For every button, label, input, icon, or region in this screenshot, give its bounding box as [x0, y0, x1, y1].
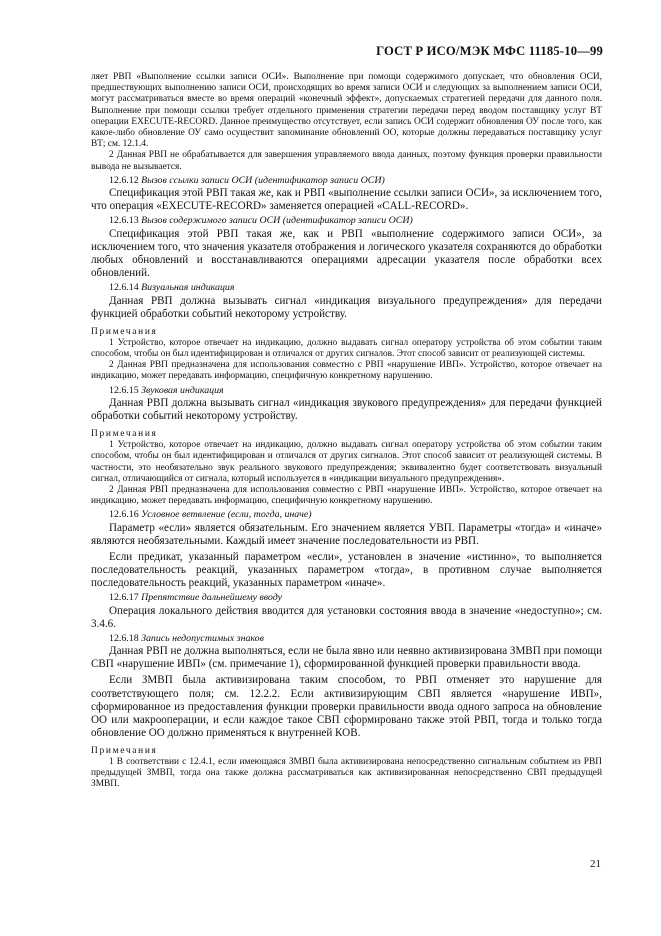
section-heading-12-6-13	[91, 215, 602, 227]
section-title: Препятствие дальнейшему вводу	[141, 592, 282, 604]
section-title: Вызов содержимого записи ОСИ (идентификатор записи ОСИ)	[141, 215, 413, 227]
section-number: 12.6.13	[109, 215, 139, 227]
paragraph: ляет РВП «Выполнение ссылки записи ОСИ». Выполнение при помощи содержимого допускает, что обновления ОСИ, предшествующих выполнению записи ОСИ, происходящих во время записи ОСИ и следующих за выполнением записи ОСИ, могут рассматриваться вместе во время операций «конечный эффект», допускаемых стратегией передачи для данного поля. Выполнение при помощи ссылки требует отдельного применения стратегии передачи перед вводом поставщику услуг ВТ операции EXECUTE-RECORD. Данное преимущество отсутствует, если запись ОСИ содержит обновления ОУ после того, как какое-либо обновление ОУ само осуществит запоминание обновлений ОО, которые должны передаваться поставщику услуг ВТ; см. 12.1.4.	[91, 72, 602, 150]
section-heading-12-6-15	[91, 385, 602, 397]
section-number: 12.6.16	[109, 509, 139, 521]
section-number: 12.6.18	[109, 632, 139, 644]
section-heading-12-6-12	[91, 175, 602, 187]
section-heading-12-6-17	[91, 592, 602, 604]
section-heading-12-6-14	[91, 282, 602, 294]
paragraph: Если ЗМВП была активизирована таким способом, то РВП отменяет это нарушение для соответствующего поля; см. 12.2.2. Если активизирующим СВП является «нарушение ИВП», сформированное из предоставления функции проверки правильности ввода одного запроса на обновление ОО или макрооперации, и если каждое такое СВП сформировано также этой РВП, тогда и только тогда обновление ОО должно применяться к внутренней КОВ.	[91, 674, 602, 739]
section-title: Вызов ссылки записи ОСИ (идентификатор записи ОСИ)	[141, 174, 385, 186]
notes-label: Примечания	[91, 745, 158, 756]
section-number: 12.6.14	[109, 282, 139, 294]
section-number: 12.6.17	[109, 592, 139, 604]
section-number: 12.6.15	[109, 384, 139, 396]
section-title: Визуальная индикация	[141, 282, 235, 294]
note-paragraph: 1 В соответствии с 12.4.1, если имеющаяся ЗМВП была активизирована непосредственно сигнальным событием из РВП предыдущей ЗМВП, тогда она также должна рассматриваться как активизированная непосредственно СВП предыдущей ЗМВП.	[91, 756, 602, 790]
paragraph: Данная РВП должна вызывать сигнал «индикация звукового предупреждения» для передачи функцией обработки событий некоторому устройству.	[91, 397, 602, 423]
page-body	[91, 72, 602, 791]
section-number: 12.6.12	[109, 174, 139, 186]
section-title: Звуковая индикация	[141, 384, 224, 396]
paragraph: Спецификация этой РВП такая же, как и РВП «выполнение содержимого записи ОСИ», за исключением того, что значения указателя отображения и логического указателя сохраняются до обработки любых обновлений и восстанавливаются операциями адресации указателя после обработки всех обновлений.	[91, 227, 602, 280]
paragraph: Данная РВП не должна выполняться, если не была явно или неявно активизирована ЗМВП при помощи СВП «нарушение ИВП» (см. примечание 1), сформированной функцией проверки правильности ввода.	[91, 645, 603, 671]
note-paragraph: 1 Устройство, которое отвечает на индикацию, должно выдавать сигнал оператору устройства об этом событии таким способом, чтобы он был идентифицирован и отличался от других сигналов. Этот способ зависит от реализующей системы.	[91, 337, 602, 359]
page-number: 21	[590, 858, 601, 870]
paragraph: Операция локального действия вводится для установки состояния ввода в значение «недоступно»; см. 3.4.6.	[91, 604, 602, 630]
paragraph: Спецификация этой РВП такая же, как и РВП «выполнение ссылки записи ОСИ», за исключением того, что операция «EXECUTE-RECORD» заменяется операцией «CALL-RECORD».	[91, 187, 602, 213]
running-header: ГОСТ Р ИСО/МЭК МФС 11185-10—99	[376, 44, 603, 58]
notes-label: Примечания	[91, 326, 158, 337]
section-title: Запись недопустимых знаков	[141, 632, 264, 644]
note-paragraph: 2 Данная РВП предназначена для использования совместно с РВП «нарушение ИВП». Устройство, которое отвечает на индикацию, может передавать информацию, специфичную конкретному нарушению.	[91, 360, 602, 382]
paragraph: Параметр «если» является обязательным. Его значением является УВП. Параметры «тогда» и «иначе» являются необязательными. Каждый имеет значение последовательности из РВП.	[91, 521, 602, 547]
section-heading-12-6-18	[91, 633, 602, 645]
section-heading-12-6-16	[91, 509, 602, 521]
paragraph: Данная РВП должна вызывать сигнал «индикация визуального предупреждения» для передачи функцией обработки событий некоторому устройству.	[91, 294, 602, 320]
notes-label: Примечания	[91, 429, 158, 440]
note-paragraph: 1 Устройство, которое отвечает на индикацию, должно выдавать сигнал оператору устройства об этом событии таким способом, чтобы он был идентифицирован и отличался от других сигналов. Этот способ зависит от реализующей системы. В частности, это необязательно звук реального звукового предупреждения; эквивалентно будет соответствовать визуальный сигнал, отличающийся от сигнала, который используется в «индикации визуального предупреждения».	[91, 440, 602, 484]
note-paragraph: 2 Данная РВП предназначена для использования совместно с РВП «нарушение ИВП». Устройство, которое отвечает на индикацию, может передавать информацию, специфичную конкретному нарушению.	[91, 485, 602, 507]
paragraph: Если предикат, указанный параметром «если», установлен в значение «истинно», то выполняется последовательность реакций, указанных параметром «тогда», в противном случае выполняется последовательность реакций, указанных параметром «иначе».	[91, 551, 602, 590]
note-paragraph: 2 Данная РВП не обрабатывается для завершения управляемого ввода данных, поэтому функция проверки правильности вывода не вызывается.	[91, 150, 602, 172]
section-title: Условное ветвление (если, тогда, иначе)	[141, 509, 312, 521]
